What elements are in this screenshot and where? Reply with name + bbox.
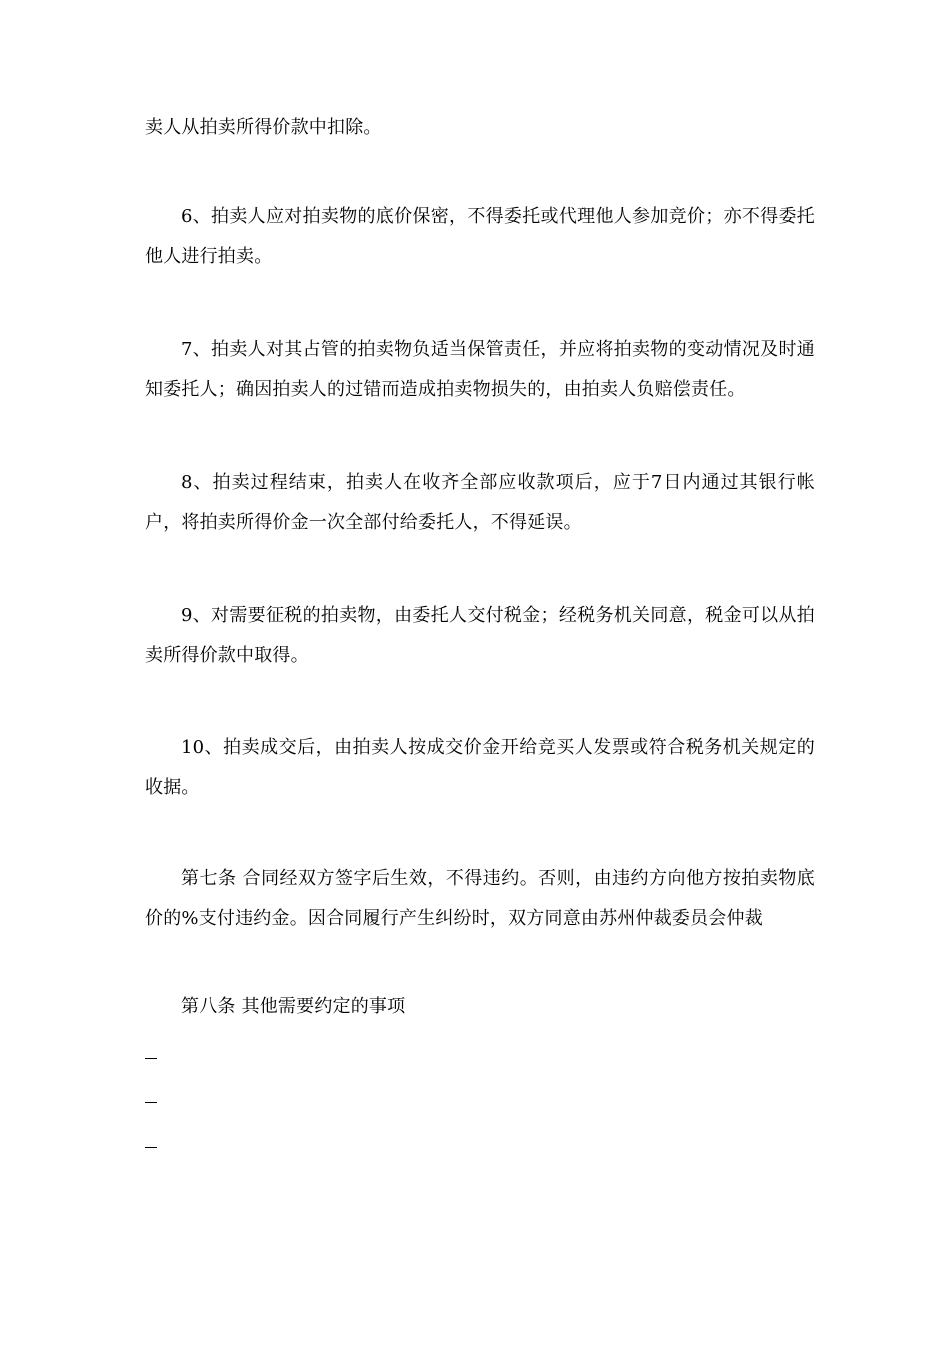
article-7: 第七条 合同经双方签字后生效，不得违约。否则，由违约方向他方按拍卖物底价的%支付违约金。因合同履行产生纠纷时，双方同意由苏州仲裁委员会仲裁: [145, 868, 815, 929]
article-8: 第八条 其他需要约定的事项: [181, 996, 406, 1017]
clause-7: 7、拍卖人对其占管的拍卖物负适当保管责任，并应将拍卖物的变动情况及时通知委托人；确因拍卖人的过错而造成拍卖物损失的，由拍卖人负赔偿责任。: [145, 339, 815, 400]
clause-9: 9、对需要征税的拍卖物，由委托人交付税金；经税务机关同意，税金可以从拍卖所得价款中取得。: [145, 605, 815, 666]
clause-6: 6、拍卖人应对拍卖物的底价保密，不得委托或代理他人参加竞价；亦不得委托他人进行拍卖。: [145, 206, 815, 267]
blank-fill-line-3: [145, 1147, 157, 1148]
blank-fill-line-2: [145, 1102, 157, 1103]
clause-8: 8、拍卖过程结束，拍卖人在收齐全部应收款项后，应于7日内通过其银行帐户，将拍卖所得价金一次全部付给委托人，不得延误。: [145, 472, 815, 533]
blank-fill-line-1: [145, 1058, 157, 1059]
clause-10: 10、拍卖成交后，由拍卖人按成交价金开给竞买人发票或符合税务机关规定的收据。: [145, 737, 815, 798]
paragraph-continuation: 卖人从拍卖所得价款中扣除。: [145, 117, 382, 138]
